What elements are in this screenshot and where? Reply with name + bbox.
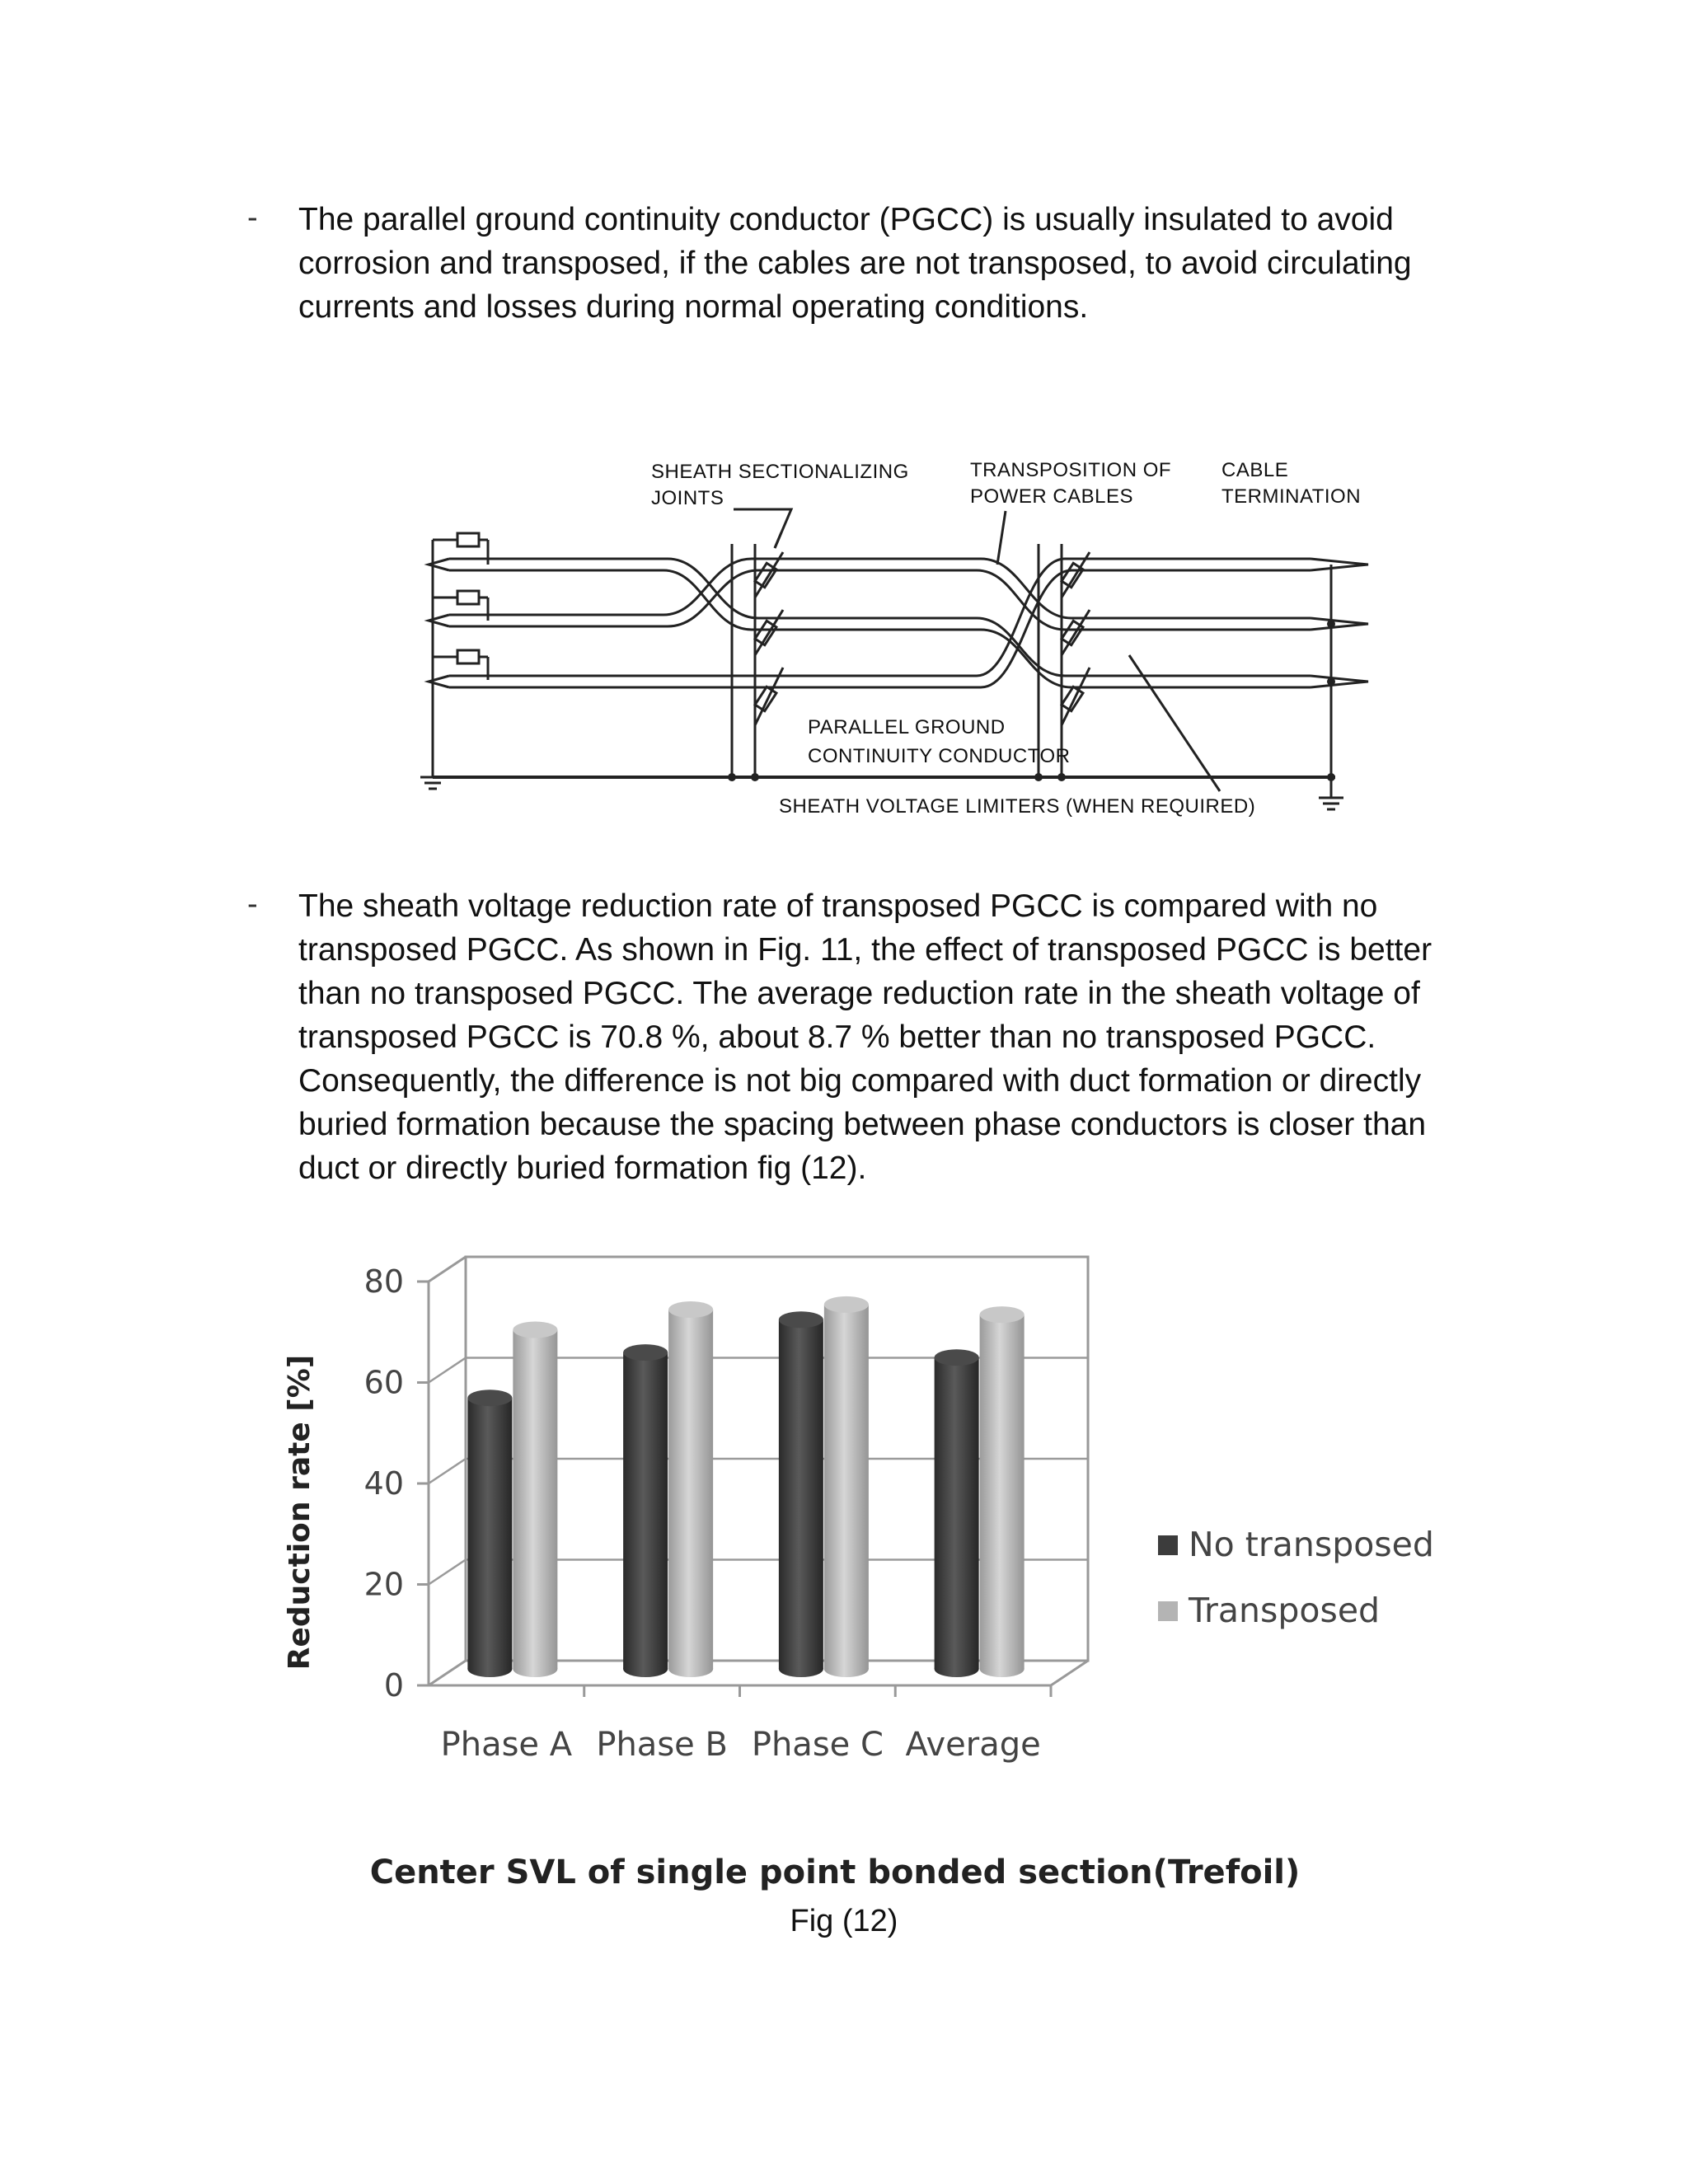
y-tick-label: 0 xyxy=(383,1667,404,1704)
label-svl: SHEATH VOLTAGE LIMITERS (WHEN REQUIRED) xyxy=(779,795,1256,818)
label-pgcc: PARALLEL GROUND xyxy=(808,716,1006,738)
paragraph-line: buried formation because the spacing between phase conductors is closer than xyxy=(298,1107,1427,1142)
bar xyxy=(513,1322,557,1678)
label-pgcc: CONTINUITY CONDUCTOR xyxy=(808,745,1071,767)
label-transposition: TRANSPOSITION OF xyxy=(970,459,1172,481)
paragraph-line: The parallel ground continuity conductor (PGCC) is usually insulated to avoid xyxy=(298,202,1394,237)
paragraph-line: than no transposed PGCC. The average reduction rate in the sheath voltage of xyxy=(298,976,1420,1011)
label-transposition: POWER CABLES xyxy=(970,485,1134,508)
label-sheath-joints: SHEATH SECTIONALIZING xyxy=(651,461,909,483)
bullet-marker: - xyxy=(247,200,258,235)
x-tick-label: Average xyxy=(905,1726,1041,1764)
bar xyxy=(467,1390,512,1677)
legend-swatch-no-transposed xyxy=(1158,1535,1178,1555)
chart-floor-edge xyxy=(429,1661,466,1685)
bar xyxy=(980,1306,1025,1677)
y-tick-label: 40 xyxy=(363,1465,404,1502)
paragraph-line: transposed PGCC is 70.8 %, about 8.7 % better than no transposed PGCC. xyxy=(298,1019,1376,1055)
paragraph xyxy=(298,198,1493,329)
chart-title: Center SVL of single point bonded section(Trefoil) xyxy=(369,1854,1301,1891)
y-tick-label: 80 xyxy=(363,1263,404,1300)
bar xyxy=(824,1296,869,1677)
chart-floor-right xyxy=(1051,1661,1088,1685)
paragraph-line: corrosion and transposed, if the cables are not transposed, to avoid circulating xyxy=(298,246,1412,281)
paragraph-line: transposed PGCC. As shown in Fig. 11, the effect of transposed PGCC is better xyxy=(298,932,1432,968)
figure-caption: Fig (12) xyxy=(790,1904,898,1938)
bullet-marker: - xyxy=(247,887,258,921)
chart-side-edge xyxy=(429,1257,466,1282)
x-tick-label: Phase C xyxy=(751,1726,884,1764)
x-tick-label: Phase A xyxy=(440,1726,573,1764)
label-cable-termination: TERMINATION xyxy=(1221,485,1362,508)
paragraph xyxy=(298,884,1493,1190)
label-cable-termination: CABLE xyxy=(1221,459,1289,481)
bar xyxy=(668,1301,713,1677)
legend-label-no-transposed: No transposed xyxy=(1189,1525,1434,1564)
paragraph-line: currents and losses during normal operating conditions. xyxy=(298,289,1089,325)
paragraph-line: Consequently, the difference is not big compared with duct formation or directly xyxy=(298,1063,1422,1099)
legend-swatch-transposed xyxy=(1158,1601,1178,1621)
bar xyxy=(779,1311,823,1677)
legend-label-transposed: Transposed xyxy=(1189,1591,1381,1630)
y-tick-label: 60 xyxy=(363,1364,404,1401)
label-sheath-joints: JOINTS xyxy=(651,487,724,509)
pgcc-bonding-diagram xyxy=(412,453,1385,832)
bar xyxy=(623,1344,668,1677)
y-axis-label: Reduction rate [%] xyxy=(283,1354,316,1671)
paragraph-line: The sheath voltage reduction rate of transposed PGCC is compared with no xyxy=(298,888,1378,924)
paragraph-line: duct or directly buried formation fig (12). xyxy=(298,1151,867,1186)
reduction-rate-chart xyxy=(264,1232,1451,1908)
y-tick-label: 20 xyxy=(363,1566,404,1603)
bar xyxy=(935,1349,979,1677)
x-tick-label: Phase B xyxy=(596,1726,728,1764)
